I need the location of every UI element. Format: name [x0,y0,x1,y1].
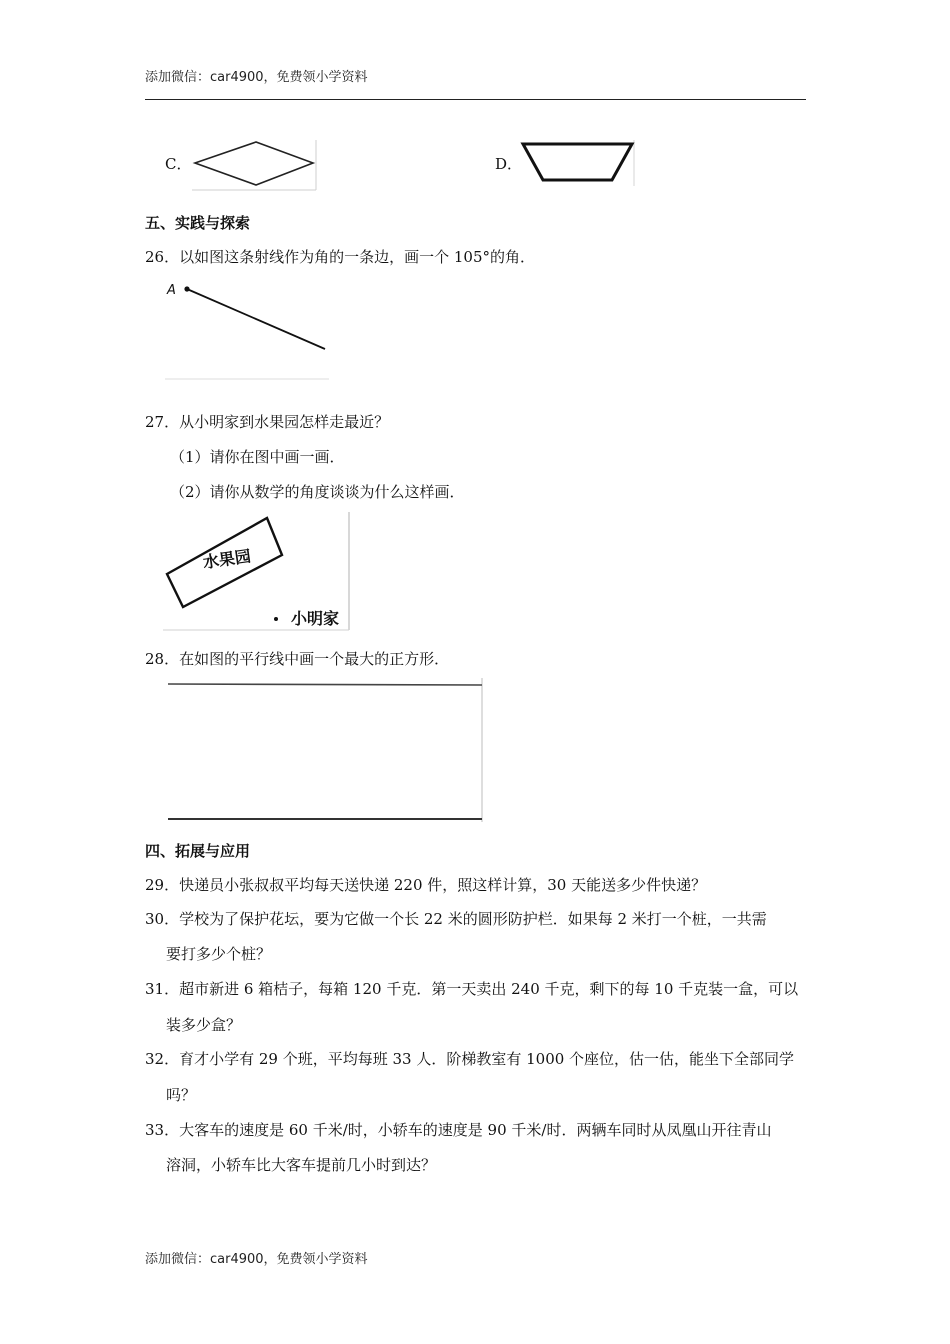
question-33-line-2: 溶洞，小轿车比大客车提前几小时到达？ [166,1156,437,1174]
option-d-label: D． [495,155,523,173]
question-28: 28．在如图的平行线中画一个最大的正方形． [145,650,450,668]
ray-figure [163,278,331,384]
option-d-figure [520,138,638,188]
rhombus-shape [195,142,313,185]
home-point [274,617,278,621]
question-27-part-1: （1）请你在图中画一画． [170,448,345,466]
question-30-line-1: 30．学校为了保护花坛，要为它做一个长 22 米的圆形防护栏．如果每 2 米打一个桩，一共需 [145,910,767,928]
option-c-figure [192,138,318,192]
option-c-label: C． [165,155,192,173]
ray-line [187,289,325,349]
orchard-label: 水果园 [201,546,253,572]
question-27-part-2: （2）请你从数学的角度谈谈为什么这样画． [170,483,465,501]
top-parallel-line [168,684,482,685]
question-30-line-2: 要打多少个桩？ [166,945,272,963]
home-label: 小明家 [291,609,340,628]
question-32-line-1: 32．育才小学有 29 个班，平均每班 33 人．阶梯教室有 1000 个座位，估一估，能坐下全部同学 [145,1050,795,1068]
orchard-map-figure [163,510,353,632]
page-header: 添加微信：car4900，免费领小学资料 [145,70,368,85]
question-33-line-1: 33．大客车的速度是 60 千米/时，小轿车的速度是 90 千米/时．两辆车同时从凤凰山开往青山 [145,1121,772,1139]
question-26: 26．以如图这条射线作为角的一条边，画一个 105°的角． [145,248,535,266]
section-5-title: 五、实践与探索 [145,214,251,232]
page-footer: 添加微信：car4900，免费领小学资料 [145,1252,368,1267]
section-4-title: 四、拓展与应用 [145,842,251,860]
trapezoid-shape [523,144,632,180]
question-27: 27．从小明家到水果园怎样走最近？ [145,413,390,431]
question-29: 29．快递员小张叔叔平均每天送快递 220 件，照这样计算，30 天能送多少件快递？ [145,876,707,894]
svg-text:A: A [167,283,176,298]
header-rule [145,99,806,100]
question-31-line-1: 31．超市新进 6 箱桔子，每箱 120 千克．第一天卖出 240 千克，剩下的每 10 千克装一盒，可以 [145,980,799,998]
parallel-lines-figure [166,676,486,826]
question-31-line-2: 装多少盒？ [166,1016,242,1034]
question-32-line-2: 吗？ [166,1086,197,1104]
